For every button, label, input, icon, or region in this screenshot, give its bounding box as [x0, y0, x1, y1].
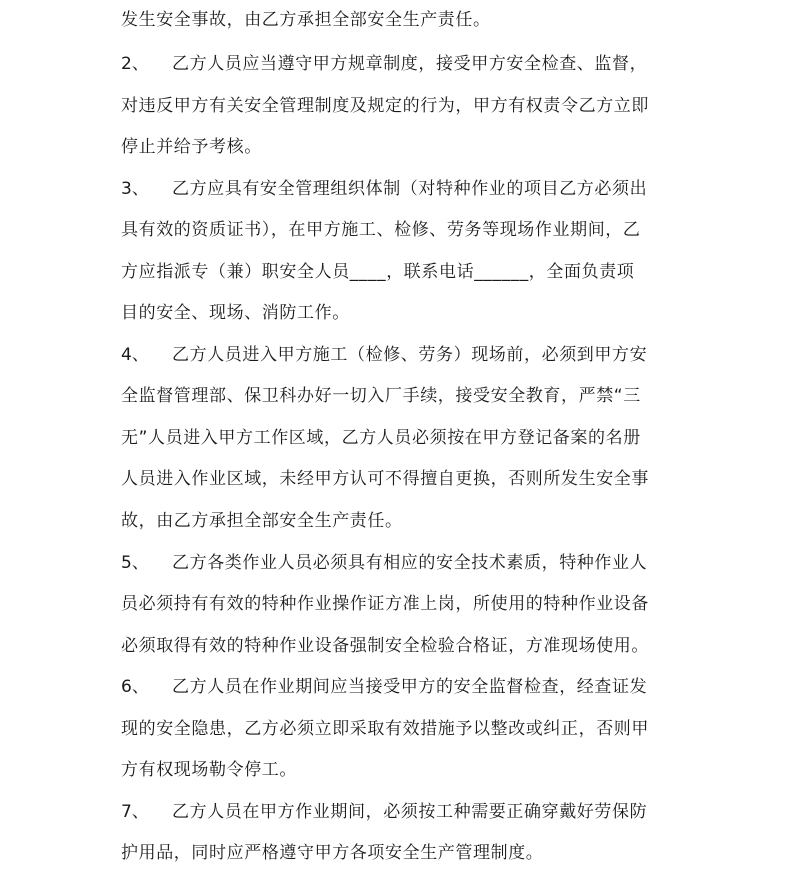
item-line: 目的安全、现场、消防工作。	[121, 303, 350, 323]
item-line: 乙方人员应当遵守甲方规章制度，接受甲方安全检查、监督，	[172, 54, 648, 74]
item-number: 3、	[121, 179, 149, 199]
item-number: 5、	[121, 553, 149, 573]
item-line: 乙方人员进入甲方施工（检修、劳务）现场前，必须到甲方安	[172, 345, 648, 365]
item-number: 4、	[121, 345, 149, 365]
item-line: 现的安全隐患，乙方必须立即采取有效措施予以整改或纠正，否则甲	[121, 719, 649, 739]
item-line: 乙方人员在作业期间应当接受甲方的安全监督检查，经查证发	[172, 677, 648, 697]
item-line: 停止并给予考核。	[121, 137, 262, 157]
item-line: 人员进入作业区域，未经甲方认可不得擅自更换，否则所发生安全事	[121, 469, 649, 489]
item-line: 护用品，同时应严格遵守甲方各项安全生产管理制度。	[121, 843, 544, 863]
item-line: 方有权现场勒令停工。	[121, 760, 297, 780]
item-line: 乙方人员在甲方作业期间，必须按工种需要正确穿戴好劳保防	[172, 802, 648, 822]
intro-line: 发生安全事故，由乙方承担全部安全生产责任。	[121, 10, 491, 30]
item-line: 员必须持有有效的特种作业操作证方准上岗，所使用的特种作业设备	[121, 594, 649, 614]
item-line: 方应指派专（兼）职安全人员____，联系电话______，全面负责项	[121, 262, 635, 282]
item-line: 故，由乙方承担全部安全生产责任。	[121, 511, 403, 531]
item-line: 无”人员进入甲方工作区域，乙方人员必须按在甲方登记备案的名册	[121, 428, 641, 448]
item-line: 具有效的资质证书），在甲方施工、检修、劳务等现场作业期间，乙	[121, 220, 641, 240]
item-line: 对违反甲方有关安全管理制度及规定的行为，甲方有权责令乙方立即	[121, 96, 649, 116]
item-line: 乙方应具有安全管理组织体制（对特种作业的项目乙方必须出	[172, 179, 648, 199]
item-line: 乙方各类作业人员必须具有相应的安全技术素质，特种作业人	[172, 553, 648, 573]
item-line: 全监督管理部、保卫科办好一切入厂手续，接受安全教育，严禁“三	[121, 386, 641, 406]
item-number: 7、	[121, 802, 149, 822]
item-number: 2、	[121, 54, 149, 74]
item-number: 6、	[121, 677, 149, 697]
item-line: 必须取得有效的特种作业设备强制安全检验合格证，方准现场使用。	[121, 636, 649, 656]
